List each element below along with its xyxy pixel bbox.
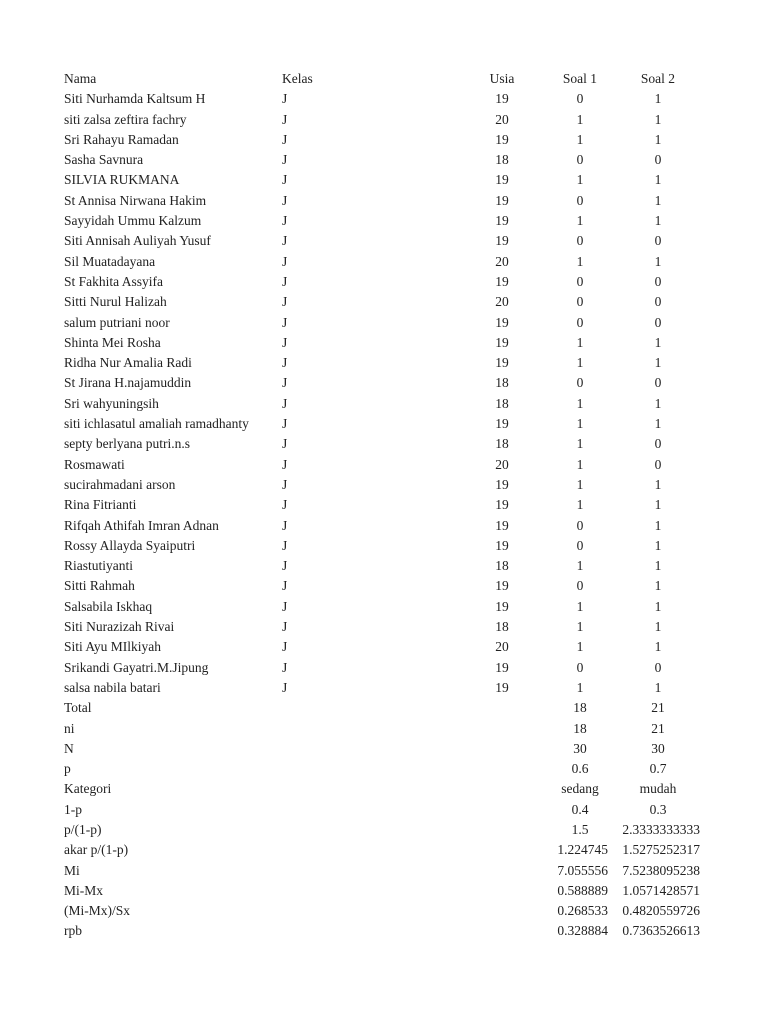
cell-kelas: J [282, 273, 288, 289]
cell-soal-2: 1 [654, 395, 662, 411]
cell-soal-1: 1 [576, 213, 584, 229]
stat-label: rpb [64, 923, 82, 939]
cell-usia: 19 [495, 334, 509, 350]
stat-label: p/(1-p) [64, 821, 102, 837]
table-row [0, 414, 768, 434]
cell-soal-1: 1 [576, 111, 584, 127]
stat-soal-1: 1.5 [571, 821, 589, 837]
cell-nama: Sri Rahayu Ramadan [64, 131, 179, 147]
cell-nama: salum putriani noor [64, 314, 170, 330]
stat-row [0, 719, 768, 739]
cell-usia: 19 [495, 355, 509, 371]
table-row [0, 658, 768, 678]
cell-soal-1: 1 [576, 131, 584, 147]
stat-row [0, 779, 768, 799]
cell-soal-1: 0 [576, 517, 584, 533]
stat-label: N [64, 740, 74, 756]
stat-soal-1: sedang [561, 781, 599, 797]
cell-soal-2: 1 [654, 253, 662, 269]
cell-nama: Siti Nurhamda Kaltsum H [64, 91, 206, 107]
cell-kelas: J [282, 131, 288, 147]
stat-soal-2: 7.5238095238 [622, 862, 700, 878]
cell-nama: St Jirana H.najamuddin [64, 375, 192, 391]
stat-label: Kategori [64, 781, 112, 797]
cell-kelas: J [282, 416, 288, 432]
cell-kelas: J [282, 537, 288, 553]
cell-soal-2: 1 [654, 558, 662, 574]
cell-kelas: J [282, 375, 288, 391]
table-row [0, 597, 768, 617]
cell-usia: 19 [495, 213, 509, 229]
stat-row [0, 698, 768, 718]
table-row [0, 617, 768, 637]
cell-kelas: J [282, 436, 288, 452]
stat-soal-2: 21 [651, 700, 665, 716]
cell-soal-1: 0 [576, 152, 584, 168]
cell-usia: 18 [495, 436, 509, 452]
stat-soal-2: 0.7363526613 [622, 923, 700, 939]
header-kelas: Kelas [282, 71, 313, 86]
cell-soal-1: 0 [576, 578, 584, 594]
cell-nama: Sil Muatadayana [64, 253, 156, 269]
stat-row [0, 820, 768, 840]
cell-kelas: J [282, 253, 288, 269]
cell-soal-1: 1 [576, 598, 584, 614]
cell-soal-2: 1 [654, 476, 662, 492]
stat-row [0, 840, 768, 860]
header-soal-1: Soal 1 [562, 71, 598, 86]
stat-label: (Mi-Mx)/Sx [64, 903, 131, 919]
cell-usia: 19 [495, 233, 509, 249]
stat-soal-2: 1.5275252317 [622, 842, 700, 858]
cell-nama: Salsabila Iskhaq [64, 598, 153, 614]
stat-label: p [64, 761, 71, 777]
stat-soal-2: 21 [651, 720, 665, 736]
table-row [0, 292, 768, 312]
cell-kelas: J [282, 639, 288, 655]
cell-soal-1: 1 [576, 639, 584, 655]
student-rows [0, 89, 768, 698]
cell-soal-2: 1 [654, 578, 662, 594]
table-row [0, 373, 768, 393]
cell-soal-1: 1 [576, 172, 584, 188]
stat-label: akar p/(1-p) [64, 842, 129, 858]
table-row [0, 353, 768, 373]
cell-soal-2: 1 [654, 111, 662, 127]
stat-label: 1-p [64, 801, 82, 817]
cell-soal-1: 1 [576, 395, 584, 411]
cell-kelas: J [282, 111, 288, 127]
table-row [0, 434, 768, 454]
table-row [0, 130, 768, 150]
cell-soal-2: 1 [654, 172, 662, 188]
cell-soal-2: 1 [654, 213, 662, 229]
table-row [0, 170, 768, 190]
cell-kelas: J [282, 558, 288, 574]
cell-soal-1: 0 [576, 91, 584, 107]
cell-soal-2: 1 [654, 639, 662, 655]
cell-soal-1: 0 [576, 375, 584, 391]
table-row [0, 110, 768, 130]
cell-usia: 19 [495, 476, 509, 492]
cell-soal-1: 1 [576, 334, 584, 350]
cell-nama: Rossy Allayda Syaiputri [64, 537, 196, 553]
table-row [0, 252, 768, 272]
cell-soal-1: 0 [576, 537, 584, 553]
cell-nama: Siti Ayu MIlkiyah [64, 639, 162, 655]
cell-soal-2: 1 [654, 91, 662, 107]
cell-nama: Siti Annisah Auliyah Yusuf [64, 233, 211, 249]
stat-soal-1: 0.268533 [557, 903, 608, 919]
cell-soal-2: 1 [654, 619, 662, 635]
cell-nama: Sitti Nurul Halizah [64, 294, 167, 310]
stat-row [0, 881, 768, 901]
cell-nama: septy berlyana putri.n.s [64, 436, 190, 452]
stat-soal-2: 0.3 [649, 801, 667, 817]
cell-soal-1: 1 [576, 436, 584, 452]
cell-nama: Srikandi Gayatri.M.Jipung [64, 659, 209, 675]
cell-nama: Riastutiyanti [64, 558, 133, 574]
cell-soal-2: 0 [654, 233, 662, 249]
cell-soal-1: 1 [576, 679, 584, 695]
cell-usia: 20 [495, 253, 509, 269]
cell-kelas: J [282, 314, 288, 330]
cell-usia: 19 [495, 314, 509, 330]
cell-kelas: J [282, 619, 288, 635]
stat-soal-2: 0.4820559726 [622, 903, 700, 919]
cell-soal-2: 0 [654, 659, 662, 675]
cell-soal-2: 1 [654, 192, 662, 208]
cell-soal-2: 1 [654, 517, 662, 533]
cell-soal-1: 0 [576, 192, 584, 208]
cell-kelas: J [282, 659, 288, 675]
cell-usia: 18 [495, 152, 509, 168]
cell-nama: siti zalsa zeftira fachry [64, 111, 187, 127]
cell-soal-2: 1 [654, 537, 662, 553]
cell-soal-2: 0 [654, 456, 662, 472]
cell-nama: SILVIA RUKMANA [64, 172, 180, 188]
cell-soal-1: 1 [576, 497, 584, 513]
cell-usia: 19 [495, 416, 509, 432]
cell-nama: Siti Nurazizah Rivai [64, 619, 175, 635]
table-row [0, 150, 768, 170]
cell-nama: Sitti Rahmah [64, 578, 135, 594]
cell-kelas: J [282, 91, 288, 107]
cell-usia: 19 [495, 679, 509, 695]
cell-soal-2: 1 [654, 679, 662, 695]
cell-usia: 19 [495, 578, 509, 594]
cell-usia: 19 [495, 91, 509, 107]
cell-kelas: J [282, 598, 288, 614]
cell-soal-2: 1 [654, 497, 662, 513]
table-row [0, 231, 768, 251]
stat-soal-1: 0.4 [571, 801, 589, 817]
stat-label: ni [64, 720, 75, 736]
cell-soal-2: 1 [654, 355, 662, 371]
stat-row [0, 921, 768, 941]
cell-soal-2: 1 [654, 416, 662, 432]
cell-soal-1: 1 [576, 619, 584, 635]
cell-usia: 19 [495, 172, 509, 188]
table-row [0, 89, 768, 109]
cell-nama: sucirahmadani arson [64, 476, 176, 492]
cell-soal-1: 0 [576, 273, 584, 289]
cell-soal-2: 1 [654, 131, 662, 147]
cell-soal-2: 0 [654, 436, 662, 452]
cell-kelas: J [282, 578, 288, 594]
cell-soal-1: 1 [576, 456, 584, 472]
cell-kelas: J [282, 192, 288, 208]
cell-nama: Sasha Savnura [64, 152, 144, 168]
stat-label: Total [64, 700, 92, 716]
cell-nama: Ridha Nur Amalia Radi [64, 355, 192, 371]
cell-kelas: J [282, 355, 288, 371]
cell-usia: 18 [495, 395, 509, 411]
table-row [0, 455, 768, 475]
cell-soal-1: 1 [576, 558, 584, 574]
cell-usia: 18 [495, 558, 509, 574]
cell-nama: siti ichlasatul amaliah ramadhanty [64, 416, 249, 432]
cell-soal-1: 0 [576, 314, 584, 330]
table-row [0, 272, 768, 292]
cell-nama: Rosmawati [64, 456, 125, 472]
cell-usia: 20 [495, 111, 509, 127]
cell-soal-1: 1 [576, 476, 584, 492]
cell-soal-1: 0 [576, 659, 584, 675]
table-row [0, 516, 768, 536]
stat-soal-1: 0.328884 [557, 923, 608, 939]
stat-row [0, 759, 768, 779]
cell-nama: Rina Fitrianti [64, 497, 137, 513]
cell-nama: Rifqah Athifah Imran Adnan [64, 517, 219, 533]
cell-kelas: J [282, 456, 288, 472]
cell-usia: 18 [495, 375, 509, 391]
cell-usia: 19 [495, 497, 509, 513]
table-row [0, 637, 768, 657]
cell-usia: 19 [495, 131, 509, 147]
stat-soal-1: 18 [573, 700, 587, 716]
cell-usia: 18 [495, 619, 509, 635]
table-row [0, 678, 768, 698]
stat-row [0, 861, 768, 881]
cell-nama: Sri wahyuningsih [64, 395, 159, 411]
header-usia: Usia [489, 71, 515, 86]
cell-kelas: J [282, 172, 288, 188]
table-row [0, 475, 768, 495]
cell-kelas: J [282, 476, 288, 492]
cell-nama: St Annisa Nirwana Hakim [64, 192, 207, 208]
cell-kelas: J [282, 334, 288, 350]
cell-soal-2: 1 [654, 334, 662, 350]
cell-nama: Sayyidah Ummu Kalzum [64, 213, 202, 229]
cell-usia: 19 [495, 517, 509, 533]
cell-nama: salsa nabila batari [64, 679, 161, 695]
cell-soal-2: 0 [654, 294, 662, 310]
stat-soal-2: 1.0571428571 [622, 882, 700, 898]
table-row [0, 333, 768, 353]
stat-soal-1: 0.588889 [557, 882, 608, 898]
cell-usia: 20 [495, 294, 509, 310]
cell-nama: St Fakhita Assyifa [64, 273, 164, 289]
stat-row [0, 901, 768, 921]
table-row [0, 211, 768, 231]
cell-kelas: J [282, 233, 288, 249]
stat-row [0, 800, 768, 820]
stat-row [0, 739, 768, 759]
table-row [0, 556, 768, 576]
table-row [0, 495, 768, 515]
cell-soal-2: 0 [654, 152, 662, 168]
table-row [0, 576, 768, 596]
cell-soal-1: 1 [576, 355, 584, 371]
stat-soal-1: 18 [573, 720, 587, 736]
cell-soal-2: 0 [654, 375, 662, 391]
cell-kelas: J [282, 395, 288, 411]
table-row [0, 313, 768, 333]
header-soal-2: Soal 2 [640, 71, 676, 86]
cell-soal-1: 0 [576, 294, 584, 310]
cell-kelas: J [282, 152, 288, 168]
stat-soal-2: 30 [651, 740, 665, 756]
stat-soal-2: mudah [639, 781, 677, 797]
cell-usia: 19 [495, 192, 509, 208]
cell-soal-2: 0 [654, 273, 662, 289]
stat-soal-1: 7.055556 [557, 862, 608, 878]
cell-usia: 19 [495, 537, 509, 553]
cell-kelas: J [282, 213, 288, 229]
cell-soal-1: 0 [576, 233, 584, 249]
cell-nama: Shinta Mei Rosha [64, 334, 161, 350]
table-row [0, 536, 768, 556]
header-nama: Nama [64, 71, 97, 86]
table-row [0, 191, 768, 211]
cell-usia: 19 [495, 598, 509, 614]
stat-soal-2: 0.7 [649, 761, 667, 777]
stat-label: Mi-Mx [64, 882, 104, 898]
cell-soal-1: 1 [576, 416, 584, 432]
cell-kelas: J [282, 497, 288, 513]
stat-soal-2: 2.3333333333 [622, 821, 700, 837]
spreadsheet-table [0, 69, 768, 942]
cell-kelas: J [282, 517, 288, 533]
header-row [0, 69, 768, 89]
cell-usia: 20 [495, 639, 509, 655]
cell-soal-2: 0 [654, 314, 662, 330]
stat-soal-1: 1.224745 [557, 842, 608, 858]
cell-kelas: J [282, 679, 288, 695]
cell-kelas: J [282, 294, 288, 310]
cell-usia: 19 [495, 659, 509, 675]
table-row [0, 394, 768, 414]
stat-soal-1: 0.6 [571, 761, 589, 777]
stat-soal-1: 30 [573, 740, 587, 756]
cell-soal-1: 1 [576, 253, 584, 269]
cell-usia: 19 [495, 273, 509, 289]
cell-usia: 20 [495, 456, 509, 472]
stat-label: Mi [64, 862, 80, 878]
cell-soal-2: 1 [654, 598, 662, 614]
stat-rows [0, 698, 768, 942]
